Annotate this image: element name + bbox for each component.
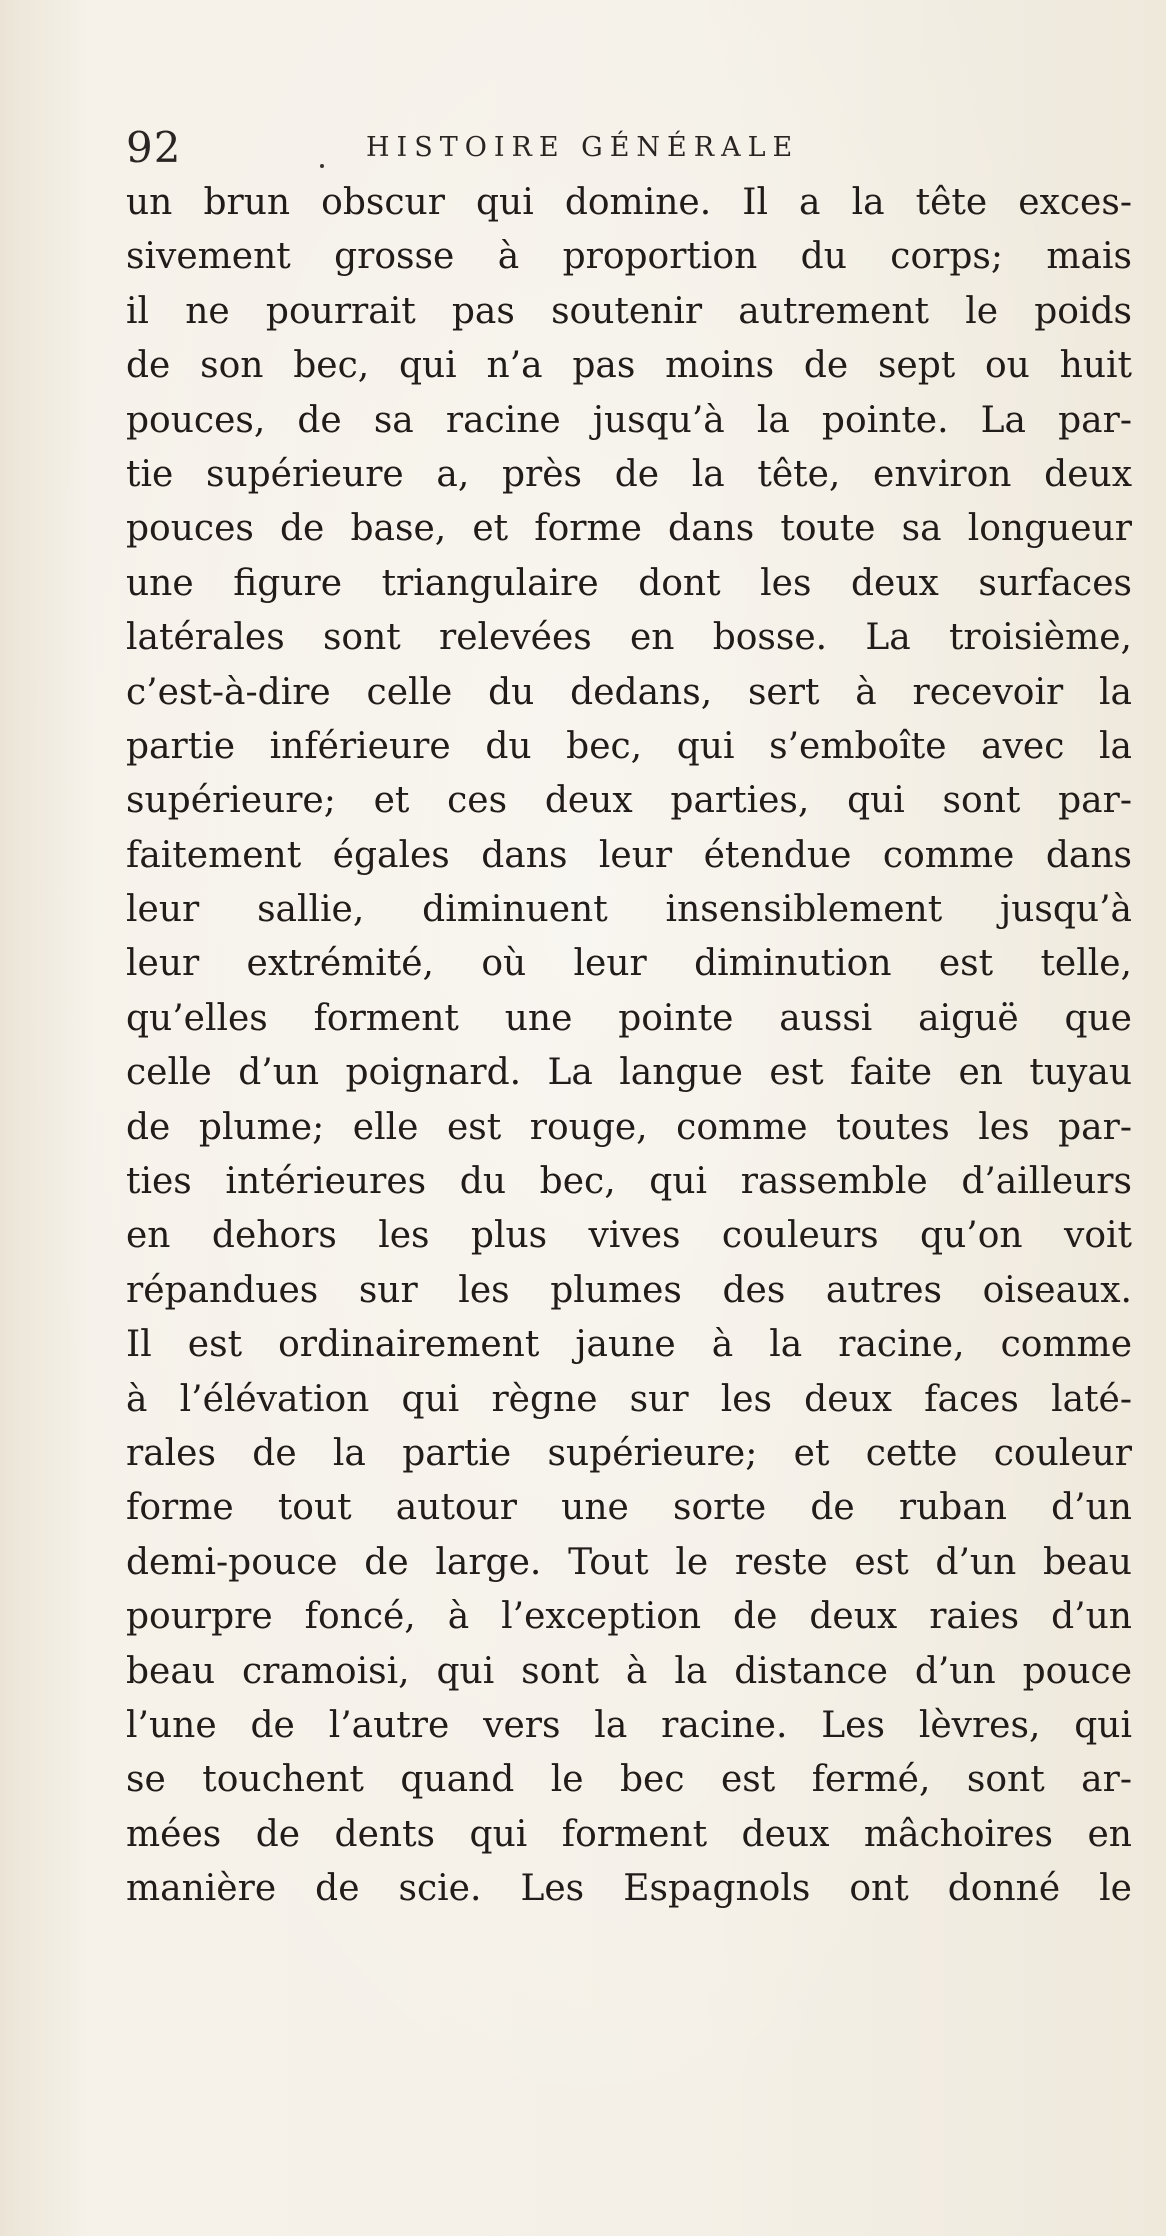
text-line: un brun obscur qui domine. Il a la tête exces- [126,182,1132,223]
text-line: ties intérieures du bec, qui rassemble d’ailleurs [126,1161,1132,1203]
text-line: leur extrémité, où leur diminution est telle, [126,943,1132,985]
text-line: beau cramoisi, qui sont à la distance d’un pouce [126,1650,1132,1692]
text-line: Il est ordinairement jaune à la racine, comme [126,1324,1132,1366]
text-line: pouces, de sa racine jusqu’à la pointe. La par- [126,399,1132,441]
text-line: se touchent quand le bec est fermé, sont ar- [126,1759,1132,1801]
text-line: l’une de l’autre vers la racine. Les lèvres, qui [126,1704,1132,1746]
text-line: à l’élévation qui règne sur les deux faces laté- [126,1378,1132,1420]
page-header [126,118,1046,178]
text-line: partie inférieure du bec, qui s’emboîte avec la [126,725,1132,767]
text-line: tie supérieure a, près de la tête, environ deux [126,453,1132,495]
text-line: supérieure; et ces deux parties, qui sont par- [126,780,1132,822]
text-line: en dehors les plus vives couleurs qu’on voit [126,1215,1132,1257]
text-line: mées de dents qui forment deux mâchoires en [126,1813,1132,1855]
page-number: 92 [126,123,182,172]
running-head: HISTOIRE GÉNÉRALE [366,132,800,163]
text-line: une figure triangulaire dont les deux surfaces [126,562,1132,604]
text-line: forme tout autour une sorte de ruban d’un [126,1487,1132,1529]
text-line: il ne pourrait pas soutenir autrement le poids [126,290,1132,332]
print-speck [320,164,324,168]
text-line: manière de scie. Les Espagnols ont donné le [126,1868,1132,1910]
text-line: demi-pouce de large. Tout le reste est d’un beau [126,1541,1132,1583]
text-line: latérales sont relevées en bosse. La troisième, [126,617,1132,659]
text-line: de son bec, qui n’a pas moins de sept ou huit [126,345,1132,387]
text-line: faitement égales dans leur étendue comme dans [126,834,1132,876]
text-line: c’est-à-dire celle du dedans, sert à recevoir la [126,671,1132,713]
text-line: celle d’un poignard. La langue est faite en tuyau [126,1052,1132,1094]
text-line: pouces de base, et forme dans toute sa longueur [126,508,1132,550]
text-line: de plume; elle est rouge, comme toutes les par- [126,1106,1132,1148]
text-line: répandues sur les plumes des autres oiseaux. [126,1269,1132,1311]
text-line: qu’elles forment une pointe aussi aiguë que [126,997,1132,1039]
body-text [126,176,1132,1917]
text-line: sivement grosse à proportion du corps; mais [126,236,1132,278]
text-line: pourpre foncé, à l’exception de deux raies d’un [126,1596,1132,1638]
text-line: leur sallie, diminuent insensiblement jusqu’à [126,889,1132,931]
text-line: rales de la partie supérieure; et cette couleur [126,1432,1132,1474]
